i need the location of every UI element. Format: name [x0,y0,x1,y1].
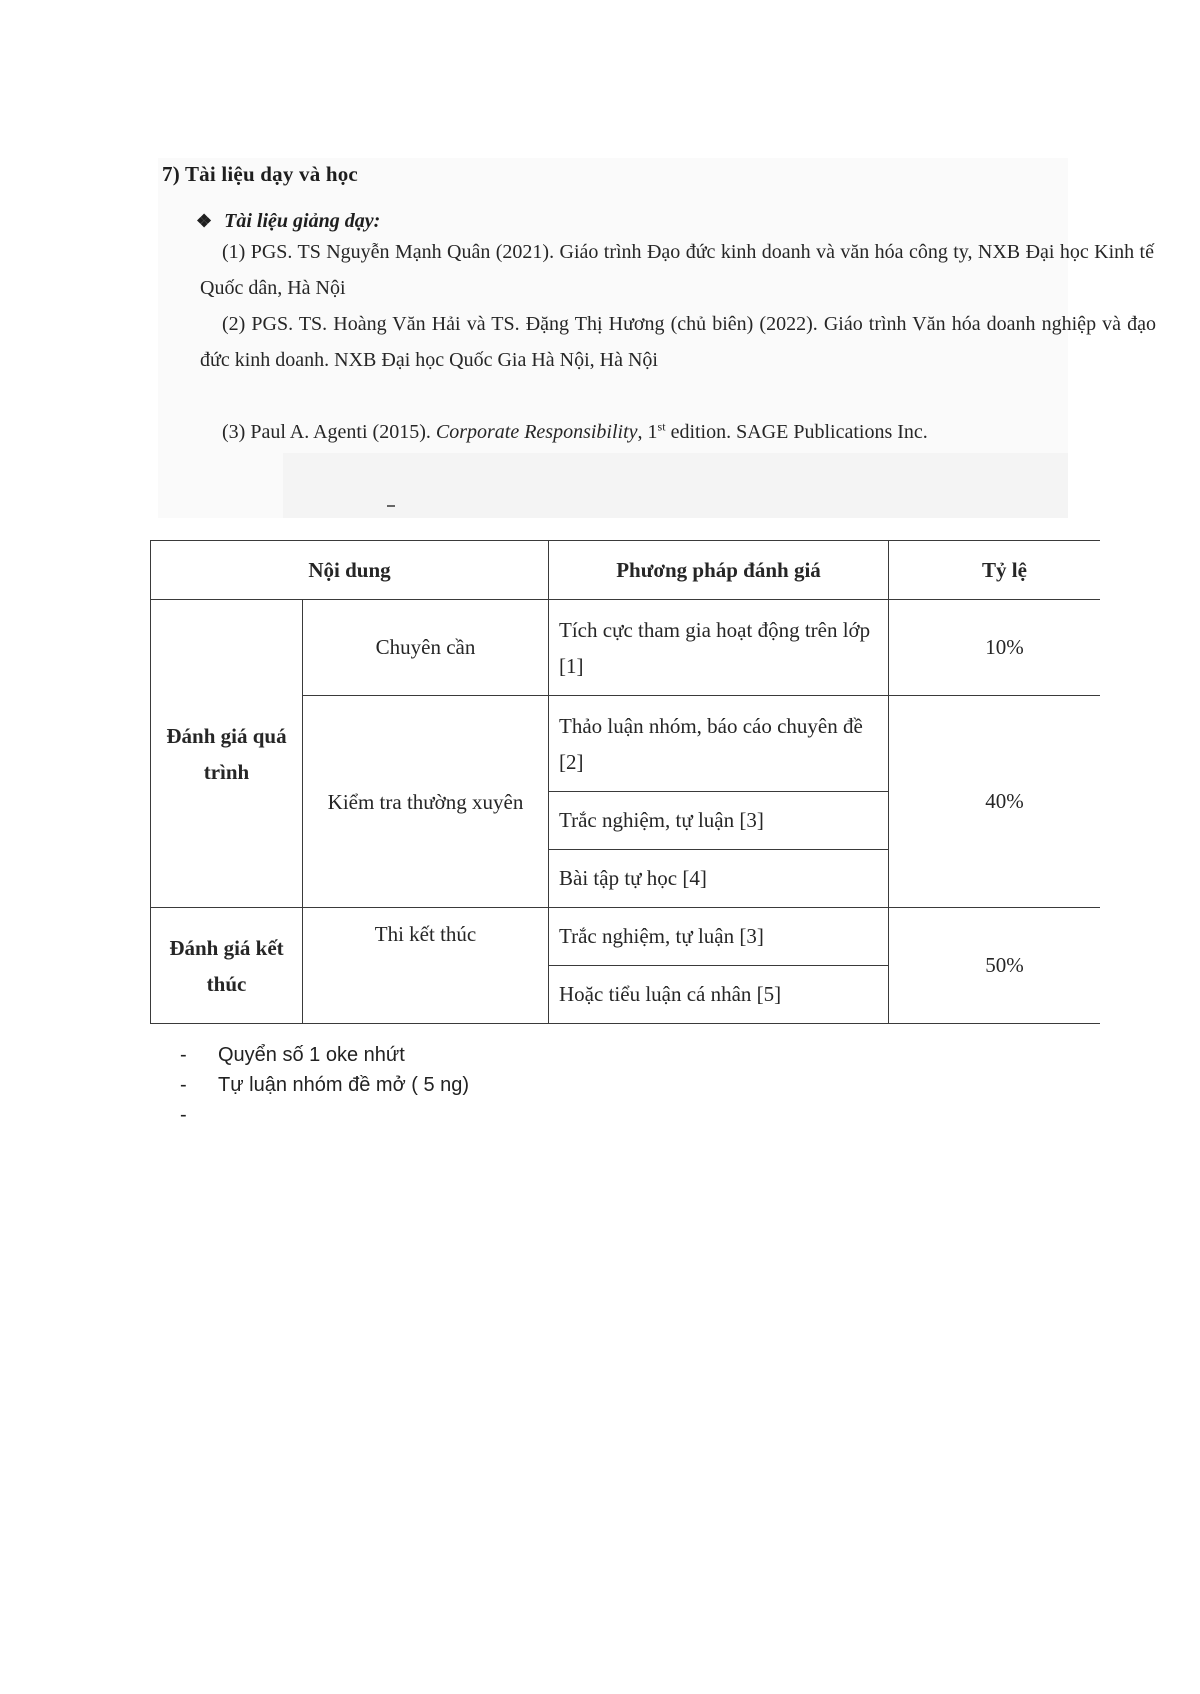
reference-title: Corporate Responsibility [435,421,638,443]
list-item [180,1100,469,1130]
regular-method: Trắc nghiệm, tự luận [3] [549,792,889,850]
reference-item: (2) PGS. TS. Hoàng Văn Hải và TS. Đặng Thị Hương (chủ biên) (2022). Giáo trình Văn hóa doanh nghiệp và đạo đức kinh doanh. NXB Đại học Quốc Gia Hà Nội, Hà Nội [200,313,1156,371]
regular-method: Bài tập tự học [4] [549,850,889,908]
final-assessment-label: Đánh giá kết thúc [151,908,303,1024]
dash-bullet-icon: - [180,1104,187,1126]
regular-ratio: 40% [889,696,1100,908]
reference-item: (1) PGS. TS Nguyễn Mạnh Quân (2021). Giáo trình Đạo đức kinh doanh và văn hóa công ty, NXB Đại học Kinh tế Quốc dân, Hà Nội [200,241,1154,299]
regular-method: Thảo luận nhóm, báo cáo chuyên đề [2] [549,696,889,792]
reference-edition-sup: st [657,419,666,434]
table-row [151,908,1101,966]
final-ratio: 50% [889,908,1100,1024]
attendance-name: Chuyên cần [303,600,549,696]
list-item [180,1040,469,1070]
reference-edition: , 1 [637,421,658,443]
final-method: Trắc nghiệm, tự luận [3] [549,908,889,966]
table-header-row [151,541,1101,600]
reference-author: (3) Paul A. Agenti (2015). [222,421,436,443]
reference-publisher: edition. SAGE Publications Inc. [665,421,928,443]
reference-item [200,414,1156,450]
dash-bullet-icon: - [180,1044,187,1066]
attendance-ratio: 10% [889,600,1100,696]
regular-test-name: Kiểm tra thường xuyên [303,696,549,908]
list-item [180,1070,469,1100]
header-content: Nội dung [151,541,549,600]
assessment-table-image [150,540,1100,1030]
attendance-method: Tích cực tham gia hoạt động trên lớp [1] [549,600,889,696]
note-text: Quyển số 1 oke nhứt [218,1044,405,1066]
table-row [151,600,1101,696]
header-ratio: Tỷ lệ [889,541,1100,600]
scan-artifact [387,505,395,507]
references-heading: 7) Tài liệu dạy và học [162,162,358,186]
notes-list [180,1040,469,1130]
references-subheading-text: Tài liệu giảng dạy: [224,210,381,232]
process-assessment-label: Đánh giá quá trình [151,600,303,908]
final-exam-name: Thi kết thúc [303,908,549,1024]
references-subheading [196,210,380,233]
note-text: Tự luận nhóm đề mở ( 5 ng) [218,1074,470,1096]
references-image [158,158,1156,518]
header-method: Phương pháp đánh giá [549,541,889,600]
dash-bullet-icon: - [180,1074,187,1096]
final-method: Hoặc tiểu luận cá nhân [5] [549,966,889,1024]
diamond-bullet-icon: ❖ [196,211,213,231]
assessment-table [150,540,1100,1024]
